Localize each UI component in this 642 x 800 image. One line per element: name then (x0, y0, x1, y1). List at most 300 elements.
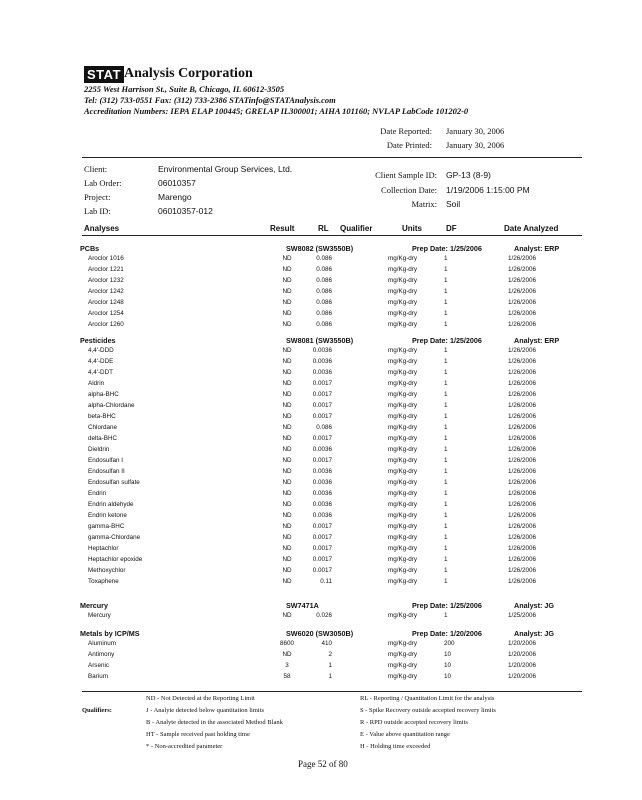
date-analyzed: 1/26/2006 (508, 490, 537, 497)
result-value: ND (282, 567, 292, 574)
analyte-name: 4,4'-DDE (88, 358, 114, 365)
result-value: ND (282, 578, 292, 585)
reporting-limit: 0.086 (316, 321, 332, 328)
dilution-factor: 1 (444, 413, 448, 420)
reporting-limit: 0.086 (316, 299, 332, 306)
date-analyzed: 1/26/2006 (508, 567, 537, 574)
analyte-name: 4,4'-DDD (88, 347, 114, 354)
dilution-factor: 1 (444, 288, 448, 295)
dilution-factor: 1 (444, 612, 448, 619)
table-row (0, 299, 642, 310)
reporting-limit: 0.0017 (312, 402, 332, 409)
section-prep-date: Prep Date: 1/25/2006 (412, 336, 482, 345)
date-analyzed: 1/26/2006 (508, 347, 537, 354)
date-reported-label: Date Reported: (380, 126, 432, 136)
analyte-name: Dieldrin (88, 446, 110, 453)
date-analyzed: 1/26/2006 (508, 523, 537, 530)
reporting-limit: 0.0036 (312, 347, 332, 354)
dilution-factor: 1 (444, 369, 448, 376)
result-value: ND (282, 255, 292, 262)
units: mg/Kg-dry (388, 534, 418, 541)
collection-date-value: 1/19/2006 1:15:00 PM (446, 185, 530, 195)
date-analyzed: 1/26/2006 (508, 534, 537, 541)
analyte-name: delta-BHC (88, 435, 118, 442)
analyte-name: Aroclor 1260 (88, 321, 124, 328)
analyte-name: Methoxychlor (88, 567, 126, 574)
result-value: ND (282, 501, 292, 508)
result-value: ND (282, 369, 292, 376)
units: mg/Kg-dry (388, 612, 418, 619)
reporting-limit: 0.086 (316, 277, 332, 284)
reporting-limit: 0.0017 (312, 567, 332, 574)
section-method: SW7471A (286, 601, 319, 610)
dilution-factor: 1 (444, 490, 448, 497)
analyte-name: Aroclor 1254 (88, 310, 124, 317)
qualifier-right-2: R - RPD outside accepted recovery limits (360, 719, 468, 726)
analyte-name: gamma-BHC (88, 523, 125, 530)
analyte-name: Aroclor 1242 (88, 288, 124, 295)
units: mg/Kg-dry (388, 567, 418, 574)
reporting-limit: 0.086 (316, 288, 332, 295)
date-printed-label: Date Printed: (386, 140, 432, 150)
dilution-factor: 1 (444, 435, 448, 442)
analyte-name: Aldrin (88, 380, 105, 387)
units: mg/Kg-dry (388, 673, 418, 680)
analyte-name: Aroclor 1016 (88, 255, 124, 262)
dilution-factor: 1 (444, 501, 448, 508)
units: mg/Kg-dry (388, 358, 418, 365)
result-value: ND (282, 321, 292, 328)
col-analyses: Analyses (84, 224, 120, 233)
accreditation-numbers: Accreditation Numbers: IEPA ELAP 100445; GRELAP IL300001; AIHA 101160; NVLAP LabCode 101202-0 (84, 106, 469, 116)
table-row (0, 567, 642, 578)
analyte-name: Aroclor 1248 (88, 299, 124, 306)
table-row (0, 523, 642, 534)
section-header (0, 244, 642, 255)
col-units: Units (402, 224, 422, 233)
dilution-factor: 1 (444, 534, 448, 541)
reporting-limit: 0.0017 (312, 457, 332, 464)
units: mg/Kg-dry (388, 413, 418, 420)
qualifier-left-2: B - Analyte detected in the associated Method Blank (146, 719, 283, 726)
reporting-limit: 0.0036 (312, 501, 332, 508)
units: mg/Kg-dry (388, 402, 418, 409)
result-value: ND (282, 435, 292, 442)
column-header-rule (82, 235, 582, 236)
analyte-name: gamma-Chlordane (88, 534, 141, 541)
dilution-factor: 1 (444, 556, 448, 563)
table-row (0, 457, 642, 468)
reporting-limit: 0.0036 (312, 446, 332, 453)
section-method: SW8082 (SW3550B) (286, 244, 354, 253)
analyte-name: Chlordane (88, 424, 118, 431)
units: mg/Kg-dry (388, 556, 418, 563)
company-address: 2255 West Harrison St., Suite B, Chicago, IL 60612-3505 (84, 84, 285, 94)
analyte-name: Barium (88, 673, 108, 680)
table-row (0, 288, 642, 299)
analyte-name: Heptachlor epoxide (88, 556, 143, 563)
section-analyst: Analyst: ERP (514, 336, 560, 345)
reporting-limit: 1 (328, 673, 332, 680)
table-row (0, 534, 642, 545)
date-analyzed: 1/20/2006 (508, 651, 537, 658)
date-analyzed: 1/20/2006 (508, 662, 537, 669)
qualifiers-label: Qualifiers: (82, 707, 112, 714)
units: mg/Kg-dry (388, 512, 418, 519)
dilution-factor: 10 (444, 662, 452, 669)
result-value: ND (282, 468, 292, 475)
section-name: Metals by ICP/MS (80, 629, 140, 638)
client-value: Environmental Group Services, Ltd. (158, 164, 293, 174)
dilution-factor: 1 (444, 402, 448, 409)
dilution-factor: 1 (444, 277, 448, 284)
collection-date-label: Collection Date: (381, 185, 437, 195)
date-analyzed: 1/25/2006 (508, 612, 537, 619)
result-value: ND (282, 299, 292, 306)
section-name: Mercury (80, 601, 108, 610)
units: mg/Kg-dry (388, 501, 418, 508)
table-row (0, 468, 642, 479)
units: mg/Kg-dry (388, 446, 418, 453)
date-analyzed: 1/26/2006 (508, 457, 537, 464)
date-analyzed: 1/20/2006 (508, 640, 537, 647)
date-analyzed: 1/26/2006 (508, 266, 537, 273)
qualifier-right-0: RL - Reporting / Quantitation Limit for the analysis (360, 695, 495, 702)
qualifiers-rule (82, 691, 582, 692)
table-row (0, 490, 642, 501)
date-analyzed: 1/26/2006 (508, 321, 537, 328)
qualifier-left-4: * - Non-accredited parameter (146, 743, 223, 750)
client-sample-id-label: Client Sample ID: (375, 170, 437, 180)
result-value: ND (282, 556, 292, 563)
reporting-limit: 0.0017 (312, 545, 332, 552)
section-name: Pesticides (80, 336, 116, 345)
reporting-limit: 0.0017 (312, 413, 332, 420)
reporting-limit: 0.0036 (312, 468, 332, 475)
units: mg/Kg-dry (388, 299, 418, 306)
units: mg/Kg-dry (388, 424, 418, 431)
date-analyzed: 1/26/2006 (508, 545, 537, 552)
result-value: 3 (285, 662, 289, 669)
analyte-name: 4,4'-DDT (88, 369, 113, 376)
result-value: ND (282, 651, 292, 658)
dilution-factor: 1 (444, 545, 448, 552)
units: mg/Kg-dry (388, 266, 418, 273)
date-analyzed: 1/20/2006 (508, 673, 537, 680)
dilution-factor: 1 (444, 512, 448, 519)
dilution-factor: 1 (444, 578, 448, 585)
company-name: Analysis Corporation (124, 66, 253, 81)
table-row (0, 255, 642, 266)
section-method: SW8081 (SW3550B) (286, 336, 354, 345)
col-qualifier: Qualifier (340, 224, 373, 233)
reporting-limit: 0.0017 (312, 523, 332, 530)
units: mg/Kg-dry (388, 545, 418, 552)
date-analyzed: 1/26/2006 (508, 299, 537, 306)
units: mg/Kg-dry (388, 640, 418, 647)
result-value: ND (282, 612, 292, 619)
units: mg/Kg-dry (388, 277, 418, 284)
company-logo: STAT (84, 66, 124, 83)
qualifier-left-3: HT - Sample received past holding time (146, 731, 250, 738)
table-row (0, 612, 642, 623)
result-value: ND (282, 479, 292, 486)
dilution-factor: 1 (444, 255, 448, 262)
analyte-name: Toxaphene (88, 578, 119, 585)
reporting-limit: 0.11 (320, 578, 332, 585)
section-method: SW6020 (SW3050B) (286, 629, 354, 638)
table-row (0, 380, 642, 391)
analyte-name: beta-BHC (88, 413, 116, 420)
section-analyst: Analyst: JG (514, 629, 554, 638)
reporting-limit: 0.0036 (312, 358, 332, 365)
date-analyzed: 1/26/2006 (508, 402, 537, 409)
units: mg/Kg-dry (388, 380, 418, 387)
reporting-limit: 0.086 (316, 266, 332, 273)
result-value: ND (282, 446, 292, 453)
dilution-factor: 10 (444, 673, 452, 680)
dilution-factor: 1 (444, 299, 448, 306)
section-prep-date: Prep Date: 1/20/2006 (412, 629, 482, 638)
analyte-name: Mercury (88, 612, 111, 619)
result-value: ND (282, 266, 292, 273)
dilution-factor: 1 (444, 523, 448, 530)
section-prep-date: Prep Date: 1/25/2006 (412, 601, 482, 610)
units: mg/Kg-dry (388, 347, 418, 354)
table-row (0, 266, 642, 277)
client-label: Client: (84, 164, 108, 174)
result-value: ND (282, 358, 292, 365)
reporting-limit: 0.0017 (312, 391, 332, 398)
units: mg/Kg-dry (388, 288, 418, 295)
reporting-limit: 0.086 (316, 424, 332, 431)
date-analyzed: 1/26/2006 (508, 424, 537, 431)
company-contact: Tel: (312) 733-0551 Fax: (312) 733-2386 STATinfo@STATAnalysis.com (84, 95, 336, 105)
units: mg/Kg-dry (388, 457, 418, 464)
reporting-limit: 0.0017 (312, 556, 332, 563)
section-header (0, 629, 642, 640)
analyte-name: Endosulfan I (88, 457, 124, 464)
reporting-limit: 0.026 (316, 612, 332, 619)
dilution-factor: 1 (444, 266, 448, 273)
client-sample-id-value: GP-13 (8-9) (446, 170, 491, 180)
qualifier-right-1: S - Spike Recovery outside accepted recovery limits (360, 707, 496, 714)
reporting-limit: 0.0036 (312, 369, 332, 376)
section-name: PCBs (80, 244, 100, 253)
units: mg/Kg-dry (388, 662, 418, 669)
section-header (0, 601, 642, 612)
date-analyzed: 1/26/2006 (508, 288, 537, 295)
dilution-factor: 1 (444, 321, 448, 328)
section-analyst: Analyst: JG (514, 601, 554, 610)
header-rule (82, 157, 582, 158)
reporting-limit: 2 (328, 651, 332, 658)
analyte-name: alpha-BHC (88, 391, 119, 398)
date-printed-value: January 30, 2006 (446, 140, 505, 150)
reporting-limit: 0.0036 (312, 479, 332, 486)
table-row (0, 277, 642, 288)
units: mg/Kg-dry (388, 490, 418, 497)
date-analyzed: 1/26/2006 (508, 255, 537, 262)
units: mg/Kg-dry (388, 321, 418, 328)
date-analyzed: 1/26/2006 (508, 435, 537, 442)
analyte-name: Heptachlor (88, 545, 119, 552)
date-analyzed: 1/26/2006 (508, 468, 537, 475)
units: mg/Kg-dry (388, 435, 418, 442)
qualifier-left-0: ND - Not Detected at the Reporting Limit (146, 695, 255, 702)
reporting-limit: 0.086 (316, 255, 332, 262)
analyte-name: Arsenic (88, 662, 109, 669)
result-value: ND (282, 402, 292, 409)
lab-id-label: Lab ID: (84, 206, 111, 216)
analyte-name: Aroclor 1232 (88, 277, 124, 284)
section-header (0, 336, 642, 347)
dilution-factor: 1 (444, 468, 448, 475)
reporting-limit: 0.0017 (312, 435, 332, 442)
date-analyzed: 1/26/2006 (508, 578, 537, 585)
table-row (0, 479, 642, 490)
qualifier-right-4: H - Holding time exceeded (360, 743, 431, 750)
project-value: Marengo (158, 192, 192, 202)
date-analyzed: 1/26/2006 (508, 446, 537, 453)
dilution-factor: 1 (444, 446, 448, 453)
dilution-factor: 200 (444, 640, 455, 647)
dilution-factor: 1 (444, 380, 448, 387)
analyte-name: Endosulfan sulfate (88, 479, 140, 486)
result-value: ND (282, 512, 292, 519)
date-analyzed: 1/26/2006 (508, 501, 537, 508)
units: mg/Kg-dry (388, 310, 418, 317)
reporting-limit: 1 (328, 662, 332, 669)
date-analyzed: 1/26/2006 (508, 369, 537, 376)
result-value: ND (282, 534, 292, 541)
result-value: ND (282, 288, 292, 295)
matrix-label: Matrix: (411, 199, 437, 209)
result-value: ND (282, 545, 292, 552)
date-analyzed: 1/26/2006 (508, 413, 537, 420)
table-row (0, 545, 642, 556)
analyte-name: Endrin ketone (88, 512, 127, 519)
lab-order-value: 06010357 (158, 178, 196, 188)
reporting-limit: 0.086 (316, 310, 332, 317)
units: mg/Kg-dry (388, 369, 418, 376)
analyte-name: Endrin aldehyde (88, 501, 134, 508)
result-value: ND (282, 310, 292, 317)
result-value: ND (282, 380, 292, 387)
table-row (0, 369, 642, 380)
result-value: ND (282, 413, 292, 420)
result-value: 8600 (280, 640, 295, 647)
table-row (0, 651, 642, 662)
result-value: ND (282, 523, 292, 530)
qualifier-right-3: E - Value above quantitation range (360, 731, 450, 738)
table-row (0, 347, 642, 358)
result-value: ND (282, 424, 292, 431)
col-date-analyzed: Date Analyzed (504, 224, 559, 233)
table-row (0, 673, 642, 684)
date-analyzed: 1/26/2006 (508, 358, 537, 365)
units: mg/Kg-dry (388, 578, 418, 585)
date-analyzed: 1/26/2006 (508, 391, 537, 398)
units: mg/Kg-dry (388, 479, 418, 486)
table-row (0, 402, 642, 413)
date-analyzed: 1/26/2006 (508, 512, 537, 519)
table-row (0, 391, 642, 402)
reporting-limit: 0.0017 (312, 534, 332, 541)
section-prep-date: Prep Date: 1/25/2006 (412, 244, 482, 253)
page-number: Page 52 of 80 (298, 759, 348, 769)
units: mg/Kg-dry (388, 468, 418, 475)
lab-order-label: Lab Order: (84, 178, 122, 188)
date-analyzed: 1/26/2006 (508, 479, 537, 486)
result-value: ND (282, 490, 292, 497)
project-label: Project: (84, 192, 111, 202)
col-rl: RL (318, 224, 329, 233)
table-row (0, 413, 642, 424)
units: mg/Kg-dry (388, 523, 418, 530)
dilution-factor: 1 (444, 358, 448, 365)
dilution-factor: 1 (444, 310, 448, 317)
date-reported-value: January 30, 2006 (446, 126, 505, 136)
result-value: ND (282, 391, 292, 398)
col-df: DF (446, 224, 457, 233)
date-analyzed: 1/26/2006 (508, 556, 537, 563)
date-analyzed: 1/26/2006 (508, 277, 537, 284)
table-row (0, 512, 642, 523)
analyte-name: Endosulfan II (88, 468, 125, 475)
analyte-name: Aluminum (88, 640, 116, 647)
table-row (0, 424, 642, 435)
section-analyst: Analyst: ERP (514, 244, 560, 253)
analyte-name: Antimony (88, 651, 115, 658)
table-row (0, 578, 642, 589)
units: mg/Kg-dry (388, 255, 418, 262)
matrix-value: Soil (446, 199, 461, 209)
units: mg/Kg-dry (388, 391, 418, 398)
dilution-factor: 1 (444, 567, 448, 574)
dilution-factor: 1 (444, 457, 448, 464)
table-row (0, 310, 642, 321)
dilution-factor: 1 (444, 424, 448, 431)
reporting-limit: 0.0036 (312, 512, 332, 519)
result-value: ND (282, 277, 292, 284)
table-row (0, 662, 642, 673)
result-value: ND (282, 457, 292, 464)
reporting-limit: 410 (321, 640, 332, 647)
reporting-limit: 0.0017 (312, 380, 332, 387)
lab-id-value: 06010357-012 (158, 206, 213, 216)
date-analyzed: 1/26/2006 (508, 310, 537, 317)
qualifier-left-1: J - Analyte detected below quantitation limits (146, 707, 265, 714)
table-row (0, 640, 642, 651)
table-row (0, 556, 642, 567)
result-value: 58 (283, 673, 291, 680)
result-value: ND (282, 347, 292, 354)
analyte-name: Endrin (88, 490, 107, 497)
analyte-name: Aroclor 1221 (88, 266, 124, 273)
dilution-factor: 1 (444, 391, 448, 398)
table-row (0, 321, 642, 332)
table-row (0, 435, 642, 446)
dilution-factor: 1 (444, 479, 448, 486)
analyte-name: alpha-Chlordane (88, 402, 135, 409)
table-row (0, 501, 642, 512)
table-row (0, 446, 642, 457)
reporting-limit: 0.0036 (312, 490, 332, 497)
col-result: Result (270, 224, 295, 233)
date-analyzed: 1/26/2006 (508, 380, 537, 387)
dilution-factor: 1 (444, 347, 448, 354)
